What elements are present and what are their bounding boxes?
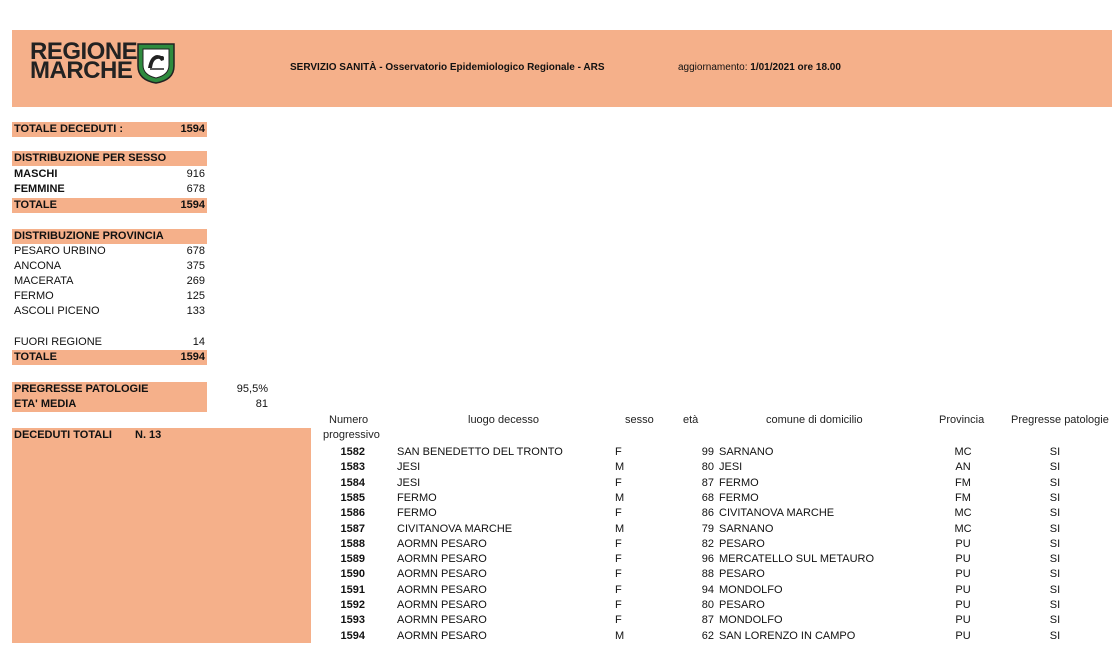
cell-luogo: AORMN PESARO [397, 599, 487, 611]
provincia-name: ANCONA [14, 260, 62, 272]
cell-numero: 1583 [340, 461, 365, 474]
provincia-value: 133 [186, 305, 205, 317]
cell-patologie: SI [1049, 614, 1061, 627]
cell-luogo: CIVITANOVA MARCHE [397, 522, 513, 535]
cell-provincia: PU [955, 568, 971, 581]
cell-luogo: AORMN PESARO [397, 568, 487, 581]
cell-numero: 1590 [340, 568, 365, 581]
deceduti-totali-label: DECEDUTI TOTALI [14, 429, 112, 441]
header-numero: Numero [329, 414, 369, 426]
cell-eta: 86 [701, 507, 714, 520]
cell-provincia: MC [954, 522, 972, 535]
cell-comune: JESI [719, 461, 743, 474]
cell-comune: FERMO [719, 491, 759, 504]
eta-media-label: ETA' MEDIA [14, 398, 77, 410]
provincia-title-text: DISTRIBUZIONE PROVINCIA [14, 230, 164, 242]
cell-patologie: SI [1049, 553, 1061, 566]
cell-numero: 1584 [340, 476, 365, 489]
eta-media-value: 81 [255, 398, 268, 410]
cell-provincia: PU [955, 599, 971, 611]
maschi-value: 916 [186, 168, 205, 180]
cell-numero: 1593 [340, 614, 365, 627]
header-eta: età [683, 414, 699, 426]
cell-eta: 96 [701, 553, 714, 566]
update-info [678, 62, 841, 73]
totale-sesso-value: 1594 [180, 199, 205, 211]
totale-sesso-row [12, 198, 207, 213]
provincia-name: FERMO [14, 290, 54, 302]
coat-of-arms-icon [136, 42, 176, 84]
cell-provincia: PU [955, 629, 971, 642]
cell-patologie: SI [1049, 537, 1061, 550]
header-provincia: Provincia [939, 414, 985, 426]
cell-eta: 87 [701, 614, 714, 627]
fuori-regione-value: 14 [192, 336, 205, 348]
cell-luogo: AORMN PESARO [397, 629, 487, 642]
femmine-label: FEMMINE [14, 183, 65, 195]
cell-luogo: JESI [397, 461, 421, 474]
cell-sesso: F [615, 583, 622, 596]
sesso-title-text: DISTRIBUZIONE PER SESSO [14, 152, 167, 164]
cell-patologie: SI [1049, 476, 1061, 489]
provincia-name: MACERATA [14, 275, 74, 287]
cell-eta: 99 [701, 446, 714, 458]
cell-comune: SARNANO [719, 446, 774, 458]
header-luogo: luogo decesso [468, 414, 539, 426]
fuori-regione-row [12, 335, 207, 350]
maschi-label: MASCHI [14, 168, 58, 180]
provincia-value: 125 [186, 290, 205, 302]
cell-sesso: F [615, 476, 622, 489]
provincia-row [12, 244, 207, 259]
cell-sesso: M [615, 629, 625, 642]
logo-line-2: MARCHE [30, 57, 133, 84]
header-sesso: sesso [625, 414, 654, 426]
cell-provincia: PU [955, 583, 971, 596]
provincia-value: 678 [186, 245, 205, 257]
cell-eta: 94 [701, 583, 714, 596]
pregresse-value: 95,5% [236, 383, 268, 395]
femmine-value: 678 [186, 183, 205, 195]
cell-eta: 80 [701, 599, 714, 611]
cell-comune: CIVITANOVA MARCHE [719, 507, 835, 520]
cell-comune: MONDOLFO [719, 614, 783, 627]
cell-numero: 1594 [340, 629, 365, 642]
cell-patologie: SI [1049, 461, 1061, 474]
logo-line-1: REGIONE [30, 38, 138, 65]
cell-comune: FERMO [719, 476, 759, 489]
cell-luogo: FERMO [397, 491, 437, 504]
cell-numero: 1587 [340, 522, 365, 535]
provincia-row [12, 259, 207, 274]
provincia-name: PESARO URBINO [14, 245, 106, 257]
cell-numero: 1588 [340, 537, 365, 550]
cell-provincia: FM [955, 491, 971, 504]
header-patologie: Pregresse patologie [1011, 414, 1109, 426]
cell-eta: 82 [701, 537, 714, 550]
cell-eta: 80 [701, 461, 714, 474]
pregresse-row [12, 382, 207, 397]
totale-provincia-label: TOTALE [14, 351, 57, 363]
cell-comune: PESARO [719, 537, 765, 550]
cell-sesso: F [615, 507, 622, 520]
cell-numero: 1591 [340, 583, 365, 596]
cell-luogo: SAN BENEDETTO DEL TRONTO [397, 446, 563, 458]
cell-sesso: F [615, 553, 622, 566]
regione-marche-logo [30, 40, 180, 90]
cell-patologie: SI [1049, 599, 1061, 611]
update-value: 1/01/2021 ore 18.00 [750, 62, 841, 73]
sesso-section-title [12, 151, 207, 166]
cell-sesso: F [615, 568, 622, 581]
totale-deceduti-value: 1594 [180, 123, 205, 135]
fuori-regione-label: FUORI REGIONE [14, 336, 103, 348]
cell-comune: SARNANO [719, 522, 774, 535]
cell-eta: 79 [701, 522, 714, 535]
cell-luogo: FERMO [397, 507, 437, 520]
cell-eta: 62 [701, 629, 714, 642]
provincia-value: 269 [186, 275, 205, 287]
femmine-row [12, 182, 207, 197]
provincia-value: 375 [186, 260, 205, 272]
header-comune: comune di domicilio [766, 414, 863, 426]
cell-patologie: SI [1049, 446, 1061, 458]
eta-media-row [12, 397, 207, 412]
cell-provincia: PU [955, 537, 971, 550]
provincia-name: ASCOLI PICENO [14, 305, 100, 317]
cell-sesso: F [615, 614, 622, 627]
provincia-section-title [12, 229, 207, 244]
cell-patologie: SI [1049, 522, 1061, 535]
pregresse-label: PREGRESSE PATOLOGIE [14, 383, 149, 395]
cell-luogo: AORMN PESARO [397, 583, 487, 596]
service-title: SERVIZIO SANITÀ - Osservatorio Epidemiologico Regionale - ARS [290, 62, 605, 73]
cell-sesso: F [615, 599, 622, 611]
cell-luogo: AORMN PESARO [397, 614, 487, 627]
cell-luogo: JESI [397, 476, 421, 489]
cell-comune: SAN LORENZO IN CAMPO [719, 629, 856, 642]
cell-eta: 88 [701, 568, 714, 581]
cell-eta: 68 [701, 491, 714, 504]
cell-provincia: MC [954, 446, 972, 458]
cell-patologie: SI [1049, 507, 1061, 520]
cell-luogo: AORMN PESARO [397, 537, 487, 550]
maschi-row [12, 167, 207, 182]
cell-provincia: PU [955, 553, 971, 566]
cell-sesso: M [615, 491, 625, 504]
cell-comune: PESARO [719, 599, 765, 611]
cell-provincia: FM [955, 476, 971, 489]
cell-sesso: F [615, 537, 622, 550]
deceduti-totali-panel [12, 428, 311, 643]
cell-numero: 1585 [340, 491, 365, 504]
cell-comune: MONDOLFO [719, 583, 783, 596]
cell-numero: 1582 [340, 446, 365, 458]
totale-provincia-value: 1594 [180, 351, 205, 363]
provincia-row [12, 274, 207, 289]
cell-sesso: F [615, 446, 622, 458]
cell-patologie: SI [1049, 629, 1061, 642]
cell-provincia: PU [955, 614, 971, 627]
totale-deceduti-row [12, 122, 207, 137]
cell-provincia: AN [955, 461, 971, 474]
cell-patologie: SI [1049, 568, 1061, 581]
cell-patologie: SI [1049, 583, 1061, 596]
cell-numero: 1592 [340, 599, 365, 611]
cell-comune: MERCATELLO SUL METAURO [719, 553, 875, 566]
cell-comune: PESARO [719, 568, 765, 581]
deceduti-totali-value: N. 13 [135, 429, 162, 441]
update-label: aggiornamento: [678, 62, 748, 73]
cell-provincia: MC [954, 507, 972, 520]
cell-sesso: M [615, 522, 625, 535]
totale-deceduti-label: TOTALE DECEDUTI : [14, 123, 123, 135]
provincia-row [12, 304, 207, 319]
cell-numero: 1586 [340, 507, 365, 520]
header-progressivo: progressivo [323, 429, 380, 441]
cell-numero: 1589 [340, 553, 365, 566]
cell-sesso: M [615, 461, 625, 474]
provincia-row [12, 289, 207, 304]
cell-patologie: SI [1049, 491, 1061, 504]
cell-eta: 87 [701, 476, 714, 489]
cell-luogo: AORMN PESARO [397, 553, 487, 566]
totale-provincia-row [12, 350, 207, 365]
totale-sesso-label: TOTALE [14, 199, 57, 211]
